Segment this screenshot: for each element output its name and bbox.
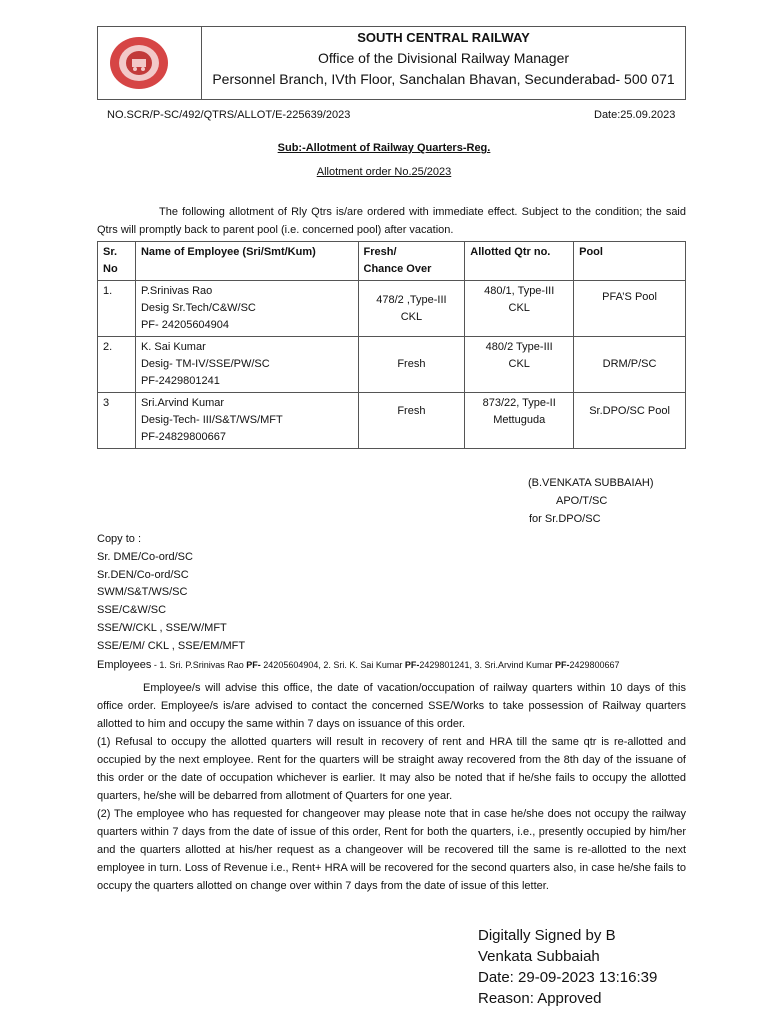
order-number: Allotment order No.25/2023 xyxy=(316,166,452,178)
copy-to-list xyxy=(97,531,245,656)
list-item: SSE/E/M/ CKL , SSE/EM/MFT xyxy=(97,639,246,652)
subject: Sub:-Allotment of Railway Quarters-Reg. xyxy=(277,142,491,154)
list-item: SWM/S&T/WS/SC xyxy=(97,586,188,599)
allotment-table xyxy=(97,241,686,449)
letter-date: Date:25.09.2023 xyxy=(594,109,676,121)
instructions-text xyxy=(97,679,686,895)
list-item: Sr.DEN/Co-ord/SC xyxy=(97,568,189,581)
col-sr: Sr. No xyxy=(98,242,136,281)
signatory-for: for Sr.DPO/SC xyxy=(529,513,601,525)
office-name: Office of the Divisional Railway Manager xyxy=(317,50,570,66)
col-pool: Pool xyxy=(574,242,686,281)
list-item: SSE/W/CKL , SSE/W/MFT xyxy=(97,621,227,634)
col-name: Name of Employee (Sri/Smt/Kum) xyxy=(135,242,358,281)
list-item: SSE/C&W/SC xyxy=(97,604,167,617)
table-header-row xyxy=(98,242,686,281)
paragraph-refusal: (1) Refusal to occupy the allotted quarters will result in recovery of rent and HRA till the same qtr is re-allotted and occupied by the next employee. Rent for the quarters will be straight away recovered from the 8th day of the issuane of this order or the date of occupation whichever is earlier. It may also be noted that if he/she fails to occupy the allotted quarters, he/she will be debarred from allotment of Quarters for one year. xyxy=(97,736,686,802)
office-address: Personnel Branch, IVth Floor, Sanchalan Bhavan, Secunderabad- 500 071 xyxy=(212,71,675,87)
signatory-name: (B.VENKATA SUBBAIAH) xyxy=(528,477,654,489)
table-row: 1. P.Srinivas Rao Desig Sr.Tech/C&W/SC PF- 24205604904 478/2 ,Type-III CKL 480/1, Type-III CKL PFA’S Pool xyxy=(98,281,686,337)
col-fresh: Fresh/ Chance Over xyxy=(358,242,465,281)
letterhead xyxy=(97,26,686,100)
digital-signature-block: Digitally Signed by B Venkata Subbaiah Date: 29-09-2023 13:16:39 Reason: Approved xyxy=(478,927,658,1007)
col-qtr: Allotted Qtr no. xyxy=(465,242,574,281)
org-name: SOUTH CENTRAL RAILWAY xyxy=(357,30,530,45)
paragraph-advise: Employee/s will advise this office, the date of vacation/occupation of railway quarters within 10 days of this office order. Employee/s is/are advised to contact the concerned SSE/Works to take possession of Railway quarters allotted to him and occupy the same within 7 days on issuance of this order. xyxy=(97,682,686,730)
paragraph-changeover: (2) The employee who has requested for changeover may please note that in case he/she does not occupy the railway quarters within 7 days from the date of issue of this order, Rent for both the quarters, i.e., presently occupied by him/her and the quarters allotted at his/her request as a changeover will be recovered till the same is re-allotted to the next employee in turn. Loss of Revenue i.e., Rent+ HRA will be recovered for the second quarters also, in case he/she fails to occupy the quarters allotted on change over within 7 days from the date of issue of this letter. xyxy=(97,808,686,892)
railway-emblem-icon xyxy=(108,35,170,91)
reference-number: NO.SCR/P-SC/492/QTRS/ALLOT/E-225639/2023 xyxy=(107,109,351,121)
table-row: 2. K. Sai Kumar Desig- TM-IV/SSE/PW/SC PF-2429801241 Fresh 480/2 Type-III CKL DRM/P/SC xyxy=(98,337,686,393)
list-item: Sr. DME/Co-ord/SC xyxy=(97,550,193,563)
table-row: 3 Sri.Arvind Kumar Desig-Tech- III/S&T/WS/MFT PF-24829800667 Fresh 873/22, Type-II Mettuguda Sr.DPO/SC Pool xyxy=(98,393,686,449)
logo-cell xyxy=(98,27,202,99)
signatory-designation: APO/T/SC xyxy=(556,495,608,507)
copy-to-label: Copy to : xyxy=(97,533,142,545)
employees-line: Employees - 1. Sri. P.Srinivas Rao PF- 24205604904, 2. Sri. K. Sai Kumar PF-2429801241, 3. Sri.Arvind Kumar PF-2429800667 xyxy=(97,659,620,671)
intro-paragraph: The following allotment of Rly Qtrs is/are ordered with immediate effect. Subject to the condition; the said Qtrs will promptly back to parent pool (i.e. concerned pool) after vacation. xyxy=(97,206,686,236)
